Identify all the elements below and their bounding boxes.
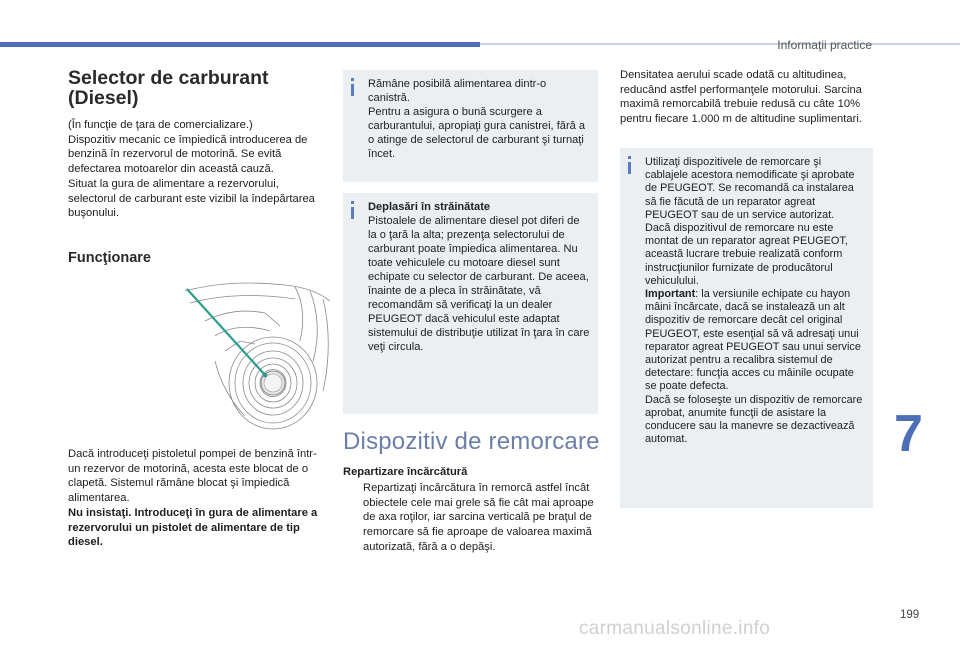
chapter-number: 7: [894, 405, 923, 463]
info-icon: [628, 156, 631, 159]
page-title: Selector de carburant (Diesel): [68, 67, 269, 109]
info-icon-bar: [351, 84, 354, 96]
info-icon-bar: [351, 207, 354, 219]
note-abroad-title: Deplasări în străinătate: [368, 201, 491, 213]
section-header: Informaţii practice: [777, 38, 872, 52]
load-distribution-heading: Repartizare încărcătură: [343, 466, 468, 478]
fuel-selector-illustration: [185, 281, 330, 431]
load-distribution-item: [343, 481, 598, 555]
subheading-operation: Funcţionare: [68, 250, 151, 266]
top-accent-line: [480, 43, 960, 45]
note-towing-text: [645, 156, 866, 446]
note-canister-text: Rămâne posibilă alimentarea dintr-o canistră. Pentru a asigura o bună scurgere a carburantului, apropiaţi gura canistrei, fără a o atinge de selectorul de carburant şi turnaţi încet.: [368, 78, 586, 160]
altitude-paragraph: Densitatea aerului scade odată cu altitudinea, reducând astfel performanţele motorului. Sarcina maximă remorcabilă trebuie redusă cu câte 10% pentru fiecare 1.000 m de altitudine suplimentari.: [620, 69, 862, 126]
section-title-towing: Dispozitiv de remorcare: [343, 428, 600, 455]
operation-text: [68, 447, 320, 550]
operation-warning: Nu insistaţi. Introduceţi în gura de alimentare a rezervorului un pistolet de alimentare de tip diesel.: [68, 506, 318, 549]
intro-paragraph: (În funcţie de ţara de comercializare.) Dispozitiv mecanic ce împiedică introducerea de benzină în rezervorul de motorină. Se evită defectarea motoarelor din această cauză. Situat la gura de alimentare a rezervorului, selectorul de carburant este vizibil la îndepărtarea buşonului.: [68, 119, 315, 220]
watermark: carmanualsonline.info: [579, 618, 771, 639]
note-important-label: Important: [645, 288, 696, 301]
operation-paragraph: Dacă introduceţi pistoletul pompei de benzină într-un rezervor de motorină, acesta este blocat de o clapetă. Sistemul rămâne blocat şi împiedică alimentarea.: [68, 448, 317, 505]
info-icon: [351, 201, 354, 204]
info-note-towing: [620, 148, 873, 508]
info-icon-bar: [628, 162, 631, 174]
top-accent-bar: [0, 42, 480, 47]
info-icon: [351, 78, 354, 81]
note-abroad-body: Pistoalele de alimentare diesel pot diferi de la o ţară la alta; prezenţa selectorului de carburant poate împiedica alimentarea. Nu toate vehiculele cu motoare diesel sunt echipate cu selector de carburant. De aceea, înainte de a pleca în străinătate, vă recomandăm să verificaţi la un dealer PEUGEOT dacă vehiculul este adaptat sistemului de distribuţie utilizat în ţara în care veţi circula.: [368, 214, 590, 353]
note-towing-body: Utilizaţi dispozitivele de remorcare şi cablajele acestora nemodificate şi aprobate de PEUGEOT. Se recomandă ca instalarea să fie făcută de un reparator agreat PEUGEOT sau de un service autorizat. Dacă dispozitivul de remorcare nu este montat de un reparator agreat PEUGEOT, această lucrare trebuie realizată conform instrucţiunilor furnizate de producătorul vehiculului.: [645, 156, 855, 287]
load-distribution-text: Repartizaţi încărcătura în remorcă astfel încât obiectele cele mai grele să fie cât mai aproape de axa roţilor, iar sarcina verticală pe braţul de remorcare să fie aproape de valoarea maximă autorizată, fără a o depăşi.: [363, 482, 594, 553]
page-number: 199: [900, 609, 920, 621]
info-note-canister: [343, 70, 598, 182]
note-important-text: : la versiunile echipate cu hayon mâini încărcate, dacă se instalează un alt dispozitiv de remorcare decât cel original PEUGEOT, este esenţial să vă adresaţi unui reparator agreat PEUGEOT sau unui service autorizat pentru a recalibra sistemul de detectare: funcţia acces cu mâinile ocupate se poate defecta. Dacă se foloseşte un dispozitiv de remorcare aprobat, anumite funcţii de asistare la conducere sau la manevre se dezactivează automat.: [645, 288, 863, 446]
note-abroad-text: [368, 201, 591, 354]
info-note-abroad: [343, 193, 598, 414]
